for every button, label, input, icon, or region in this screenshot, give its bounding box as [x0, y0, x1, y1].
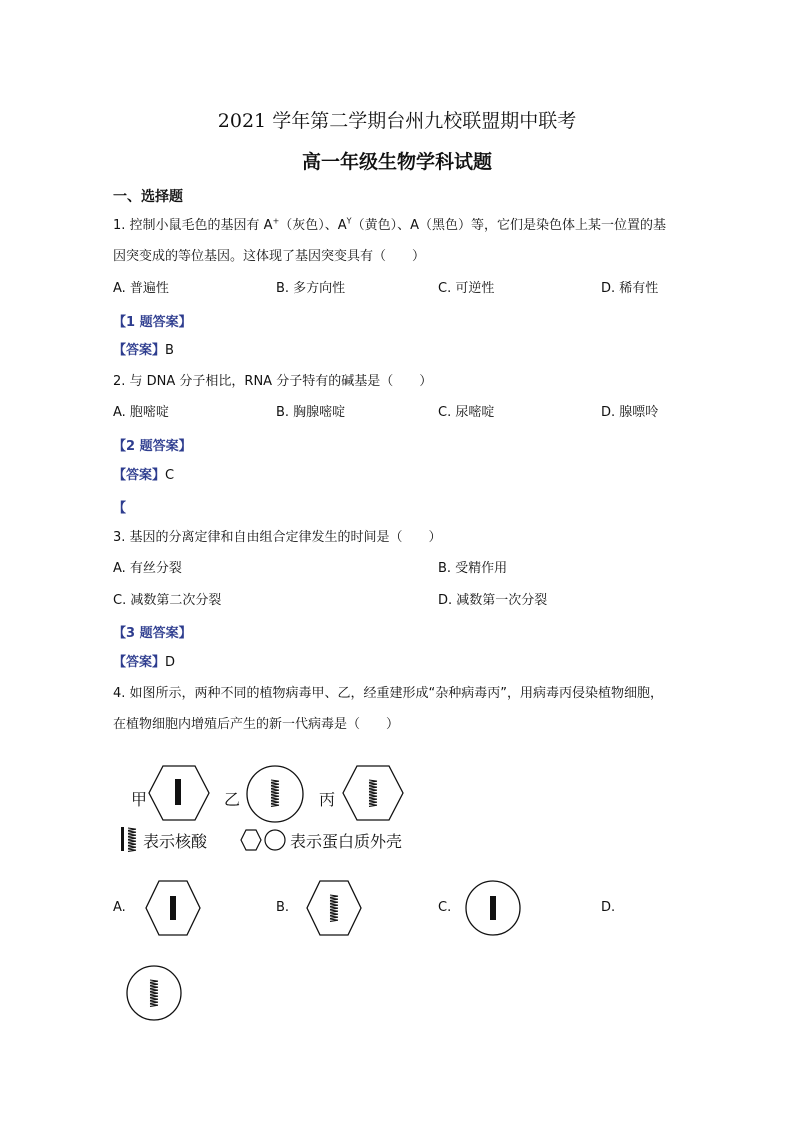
q1-text-a: 1. 控制小鼠毛色的基因有 A [113, 218, 273, 233]
q2-extra-bracket: 【 [113, 501, 127, 516]
label-jia: 甲 [131, 790, 148, 809]
virus-yi-circle-icon [245, 764, 305, 824]
option-b-hexagon-icon [306, 880, 362, 936]
q3-option-c: C. 减数第二次分裂 [113, 593, 222, 608]
q2-option-c: C. 尿嘧啶 [438, 405, 495, 420]
q3-stem: 3. 基因的分离定律和自由组合定律发生的时间是（ ） [113, 530, 442, 545]
q1-option-c: C. 可逆性 [438, 281, 495, 296]
q3-option-a: A. 有丝分裂 [113, 561, 182, 576]
section-heading: 一、选择题 [113, 189, 183, 205]
virus-jia-hexagon-icon [148, 765, 210, 821]
option-d-circle-icon [125, 964, 183, 1022]
virus-bing-hexagon-icon [342, 765, 404, 821]
q1-stem-line2: 因突变成的等位基因。这体现了基因突变具有（ ） [113, 249, 426, 264]
q3-option-b: B. 受精作用 [438, 561, 508, 576]
q4-stem-line1: 4. 如图所示，两种不同的植物病毒甲、乙，经重建形成“杂种病毒丙”，用病毒丙侵染植物细胞， [113, 686, 664, 701]
q1-option-b: B. 多方向性 [276, 281, 346, 296]
q4-option-b-label: B. [276, 900, 290, 915]
q1-option-d: D. 稀有性 [601, 281, 659, 296]
q2-answer-tag: 【答案】 [113, 468, 166, 483]
q3-answer-value: D [165, 655, 176, 670]
q4-option-c-label: C. [438, 900, 452, 915]
q3-answer-heading: 【3 题答案】 [113, 626, 192, 641]
q1-answer-value: B [165, 343, 174, 358]
page-subtitle: 高一年级生物学科试题 [301, 151, 492, 173]
q2-stem: 2. 与 DNA 分子相比，RNA 分子特有的碱基是（ ） [113, 374, 433, 389]
q2-option-b: B. 胸腺嘧啶 [276, 405, 346, 420]
q1-stem-line1 [113, 216, 666, 236]
protein-shell-legend-icon [240, 829, 288, 851]
q1-option-a: A. 普遍性 [113, 281, 169, 296]
q1-answer [113, 341, 174, 361]
q1-answer-tag: 【答案】 [113, 343, 166, 358]
q4-stem-line2: 在植物细胞内增殖后产生的新一代病毒是（ ） [113, 717, 400, 732]
q1-text-c: （黄色）、A（黑色）等，它们是染色体上某一位置的基 [351, 218, 666, 233]
option-a-hexagon-icon [145, 880, 201, 936]
q2-answer [113, 466, 174, 486]
q1-sup-y: Y [346, 216, 352, 226]
legend-protein-text: 表示蛋白质外壳 [290, 832, 403, 851]
q2-answer-value: C [165, 468, 175, 483]
q3-answer-tag: 【答案】 [113, 655, 166, 670]
q3-answer [113, 653, 175, 673]
q4-option-a-label: A. [113, 900, 126, 915]
q4-option-d-label: D. [601, 900, 616, 915]
q3-option-d: D. 减数第一次分裂 [438, 593, 548, 608]
q2-answer-heading: 【2 题答案】 [113, 439, 192, 454]
nucleic-acid-legend-icon [120, 826, 140, 852]
legend-nucleic-text: 表示核酸 [143, 832, 208, 851]
q1-text-b: （灰色）、A [279, 218, 347, 233]
q1-sup-plus: + [272, 216, 280, 226]
q1-answer-heading: 【1 题答案】 [113, 315, 192, 330]
q2-option-a: A. 胞嘧啶 [113, 405, 169, 420]
label-bing: 丙 [319, 790, 336, 809]
label-yi: 乙 [224, 790, 241, 809]
page-title: 2021 学年第二学期台州九校联盟期中联考 [217, 110, 577, 132]
q2-option-d: D. 腺嘌呤 [601, 405, 659, 420]
option-c-circle-icon [464, 879, 522, 937]
